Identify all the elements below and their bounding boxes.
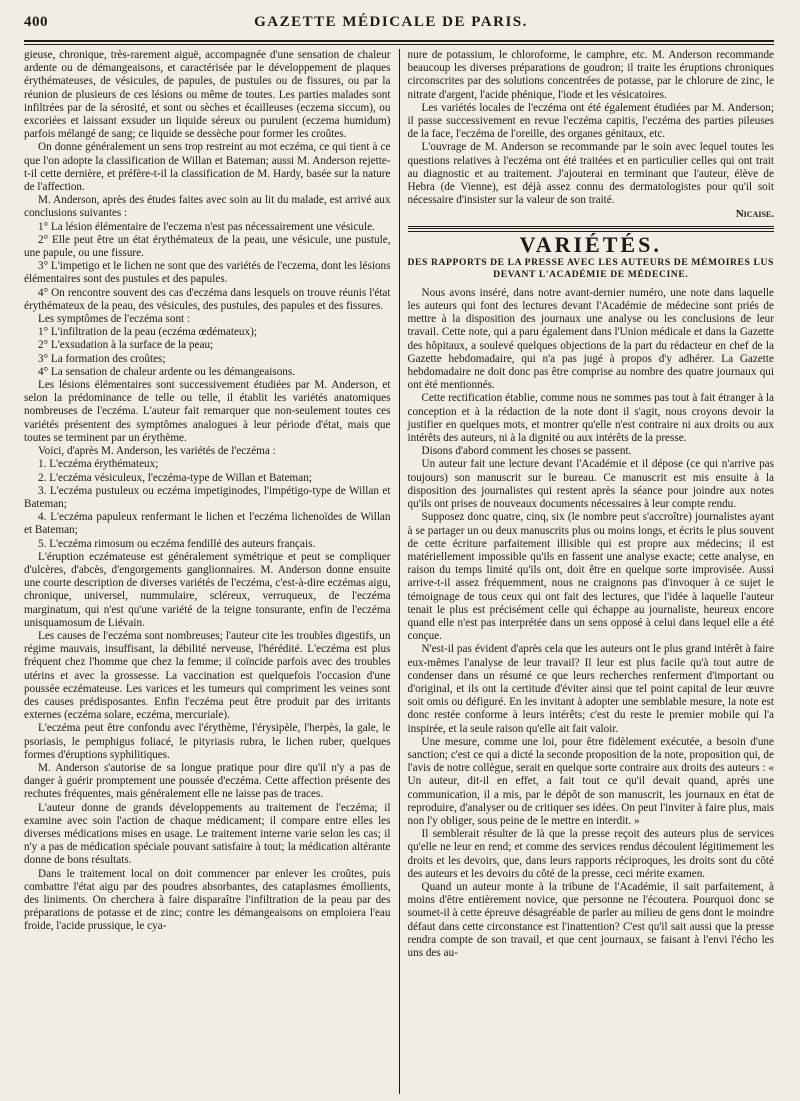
paragraph: Il semblerait résulter de là que la presse reçoit des auteurs plus de services qu'elle ne leur en rend; et comme des services rendus découlent légitimement les droits et les devoirs, que, dans leurs rapports réciproques, les droits sont du côté des auteurs et les devoirs du côté de la presse, ceci mérite examen. [407, 828, 774, 880]
paragraph: Supposez donc quatre, cinq, six (le nombre peut s'accroître) journalistes ayant à se partager un ou deux manuscrits plus ou moins longs, et écrits le plus souvent de cette écriture parfaitement illisible qui est propre aux médecins; il est matériellement impossible qu'ils en fassent une analyse exacte; cette analyse, en raison du temps limité qu'ils ont, doit être en quelque sorte improvisée. Aussi arrive-t-il assez fréquemment, nous ne craignons pas d'invoquer à ce sujet le témoignage de tous ceux qui ont fait des lectures, que l'idée à laquelle l'auteur tenait le plus est précisément celle qui échappe au journaliste, heureux encore quand elle n'est pas interprétée dans un sens opposé à celui dans lequel elle a été conçue. [407, 511, 774, 643]
paragraph: M. Anderson, après des études faites avec soin au lit du malade, est arrivé aux conclusions suivantes : [24, 194, 391, 220]
review-conclusion [408, 49, 775, 207]
section-divider [408, 226, 775, 232]
paragraph: On donne généralement un sens trop restreint au mot eczéma, ce qui tient à ce que l'on adopte la classification de Willan et Bateman; aussi M. Anderson rejette-t-il cette dernière, et préfère-t-il la classification de M. Hardy, basée sur la nature de l'affection. [24, 141, 391, 194]
paragraph: L'eczéma peut être confondu avec l'érythème, l'érysipèle, l'herpès, la gale, le psoriasis, le pemphigus foliacé, le pityriasis rubra, le lichen ruber, quelques formes d'éruptions syphilitiques. [24, 722, 391, 761]
paragraph: Dans le traitement local on doit commencer par enlever les croûtes, puis combattre l'état aigu par des poudres absorbantes, des cataplasmes émollients, des liniments. On cherchera à faire disparaître l'infiltration de la peau par des préparations de potasse et de zinc; contre les démangeaisons on emploiera l'eau froide, l'acide prussique, le cya- [24, 867, 391, 933]
paragraph: Les lésions élémentaires sont successivement étudiées par M. Anderson, et selon la prédominance de telle ou telle, il établit les variétés anatomiques nombreuses de l'eczéma. L'auteur fait remarquer que non-seulement toutes ces variétés présentent des symptômes analogues à leur période d'état, mais que toutes se terminent par un érythème. [24, 379, 391, 444]
paragraph: M. Anderson s'autorise de sa longue pratique pour dire qu'il n'y a pas de danger à guérir promptement une poussée d'eczéma. Cette affection présente des rechutes fréquentes, mais généralement elle ne laisse pas de traces. [24, 761, 391, 801]
paragraph: 3. L'eczéma pustuleux ou eczéma impetiginodes, l'impétigo-type de Willan et Bateman; [24, 484, 391, 510]
paragraph: 1° L'infiltration de la peau (eczéma œdémateux); [38, 326, 257, 339]
author-signature: Nicaise. [735, 208, 774, 221]
paragraph: 1. L'eczéma érythémateux; [38, 458, 159, 471]
section-title: VARIÉTÉS. [519, 231, 662, 257]
right-column [399, 49, 775, 1094]
paragraph: 2° L'exsudation à la surface de la peau; [38, 339, 214, 352]
header-rule-thin [24, 44, 774, 45]
paragraph: Les variétés locales de l'eczéma ont été également étudiées par M. Anderson; il passe successivement en revue l'eczéma capitis, l'eczéma des parties pileuses de la face, l'eczéma de l'oreille, des organes génitaux, etc. [407, 101, 774, 141]
header-rule [24, 40, 774, 42]
article-title: DES RAPPORTS DE LA PRESSE AVEC LES AUTEURS DE MÉMOIRES LUS DEVANT L'ACADÉMIE DE MÉDECINE. [407, 256, 774, 280]
paragraph: Disons d'abord comment les choses se passent. [421, 445, 632, 458]
paragraph: Les causes de l'eczéma sont nombreuses; l'auteur cite les troubles digestifs, un régime mauvais, insuffisant, la débilité nerveuse, l'hérédité. L'eczéma est plus fréquent chez l'homme que chez la femme; il coïncide parfois avec des troubles utérins et avec la grossesse. La vaccination est quelquefois l'occasion d'une poussée eczémateuse. Les varices et les tumeurs qui compriment les veines sont des causes prédisposantes. Enfin l'eczéma peut être produit par des irritants externes (eczéma solare, eczéma, mercuriale). [24, 629, 391, 722]
paragraph: L'ouvrage de M. Anderson se recommande par le soin avec lequel toutes les questions relatives à l'eczéma ont été traitées et en particulier celles qui ont trait au diagnostic et au traitement. J'ajouterai en terminant que l'auteur, élève de Hebra (de Vienne), est déjà assez connu des dermatologistes pour qu'il soit nécessaire d'insister sur la valeur de son traité. [407, 141, 774, 207]
paragraph: 3° La formation des croûtes; [38, 352, 166, 365]
paragraph: 5. L'eczéma rimosum ou eczéma fendillé des auteurs français. [38, 537, 316, 550]
paragraph: 4° La sensation de chaleur ardente ou les démangeaisons. [38, 365, 296, 378]
paragraph: 4° On rencontre souvent des cas d'eczéma dans lesquels on trouve réunis l'état érythémateux de la peau, des vésicules, des pustules, des papules et des fissures. [24, 286, 391, 312]
running-title: GAZETTE MÉDICALE DE PARIS. [254, 14, 528, 30]
paragraph: Cette rectification établie, comme nous ne sommes pas tout à fait étranger à la conception et à la rédaction de la note dont il s'agit, nous croyons devoir la justifier en quelques mots, et montrer qu'elle n'est contraire ni aux droits ou aux intérêts des auteurs, ni à la dignité ou aux intérêts de la presse. [407, 392, 774, 445]
paragraph: gieuse, chronique, très-rarement aiguë, accompagnée d'une sensation de chaleur ardente ou de démangeaisons, et caractérisée par le développement de plaques érythémateuses, de vésicules, de papules, de pustules ou de fissures, ou par la réunion de plusieurs de ces lésions ou même de toutes. Les parties malades sont infiltrées par de la sérosité, et sont ou sèches et écailleuses (eczema siccum), ou excoriées et laissant exsuder un liquide séreux ou purulent (eczema humidum) parfois mélangé de sang; ce liquide se dessèche pour former les croûtes. [24, 49, 391, 141]
paragraph: Une mesure, comme une loi, pour être fidèlement exécutée, a besoin d'une sanction; c'est ce qui a dicté la seconde proposition de la note, proposition qui, de l'avis de notre collègue, serait en quelque sorte contraire aux droits des auteurs : « Un auteur, dit-il en effet, a fait tout ce qu'il devait quand, après une communication, il a mis, par le dépôt de son manuscrit, les journaux en état de reproduire, d'analyser ou de critiquer ses idées. On peut l'inviter à faire plus, mais non l'y obliger, sous peine de le mettre en interdit. » [407, 735, 774, 827]
paragraph: 4. L'eczéma papuleux renfermant le lichen et l'eczéma lichenoïdes de Willan et Bateman; [24, 511, 391, 537]
paragraph: Un auteur fait une lecture devant l'Académie et il dépose (ce qui n'arrive pas toujours) son manuscrit sur le bureau. Ce manuscrit est mis ensuite à la disposition des journalistes qui restent après la séance pour joindre aux notes qu'ils ont prises de nouveaux documents nécessaires à leur compte rendu. [407, 458, 774, 511]
left-column [24, 49, 399, 1094]
page-header [24, 14, 774, 38]
article-body [408, 287, 775, 960]
paragraph: 2° Elle peut être un état érythémateux de la peau, une vésicule, une pustule, une papule, ou une fissure. [24, 233, 391, 260]
paragraph: 2. L'eczéma vésiculeux, l'eczéma-type de Willan et Bateman; [38, 471, 312, 484]
paragraph: 1° La lésion élémentaire de l'eczema n'est pas nécessairement une vésicule. [38, 220, 375, 233]
paragraph: Voici, d'après M. Anderson, les variétés de l'eczéma : [38, 445, 276, 458]
paragraph: Les symptômes de l'eczéma sont : [38, 313, 191, 326]
paragraph: N'est-il pas évident d'après cela que les auteurs ont le plus grand intérêt à faire eux-mêmes l'analyse de leur travail? Il leur est plus facile qu'à tout autre de condenser dans un résumé ce que leurs recherches renferment d'important ou d'original, et ils ont la certitude d'éviter ainsi que tel point capital de leur œuvre soit omis ou défiguré. En les invitant à adopter une semblable mesure, la note est donc restée conforme à leurs intérêts; c'est du reste le premier mobile qui l'a inspirée, et la seule raison qu'elle ait fait valoir. [407, 643, 774, 735]
paragraph: nure de potassium, le chloroforme, le camphre, etc. M. Anderson recommande beaucoup les diverses préparations de goudron; il traite les éruptions chroniques circonscrites par des solutions concentrées de potasse, par le chlorure de zinc, le nitrate d'argent, l'acide phénique, l'iode et les vésicatoires. [407, 49, 774, 101]
paragraph: 3° L'impetigo et le lichen ne sont que des variétés de l'eczema, dont les lésions élémentaires sont des pustules et des papules. [24, 260, 391, 286]
page-number: 400 [24, 14, 48, 30]
paragraph: L'auteur donne de grands développements au traitement de l'eczéma; il examine avec soin l'action de chaque médicament; il compare entre elles les diverses médications mises en usage. Le traitement interne varie selon les cas; il n'y a pas de médication spéciale pouvant satisfaire à tout; la médication altérante donne de bons résultats. [24, 801, 391, 867]
paragraph: Nous avons inséré, dans notre avant-dernier numéro, une note dans laquelle les auteurs qui font des lectures devant l'Académie de médecine sont priés de mettre à la disposition des journaux une analyse ou les conclusions de leur travail. Cette note, qui a paru également dans l'Union médicale et dans la Gazette des hôpitaux, a soulevé quelques objections de la part du rédacteur en chef de la Gazette hebdomadaire, qui n'a pas jugé à propos d'y adhérer. La Gazette hebdomadaire ne doit donc pas être comprise au nombre des quatre journaux qui ont été mentionnés. [407, 286, 774, 392]
two-column-body [24, 49, 774, 1094]
paragraph: L'éruption eczémateuse est généralement symétrique et peut se compliquer d'ulcères, d'abcès, d'engorgements ganglionnaires. M. Anderson donne ensuite une courte description de diverses variétés de l'eczéma, c'est-à-dire eczémas aigu, chronique, universel, nummulaire, scléreux, verruqueux, de l'eczéma marginatum, qui n'est qu'une variété de la teigne tonsurante, enfin de l'eczéma unisquamosum de Liévain. [24, 550, 391, 629]
paragraph: Quand un auteur monte à la tribune de l'Académie, il sait parfaitement, à moins d'être entièrement novice, que personne ne l'écoutera. Pourquoi donc se soumet-il à cette épreuve désagréable de parler au milieu de gens dont le moindre défaut dans cette circonstance est l'inattention? C'est qu'il sait aussi que la presse rendra compte de son travail, et que cent journaux, se faisant à l'envi l'écho les uns des au- [407, 880, 774, 959]
